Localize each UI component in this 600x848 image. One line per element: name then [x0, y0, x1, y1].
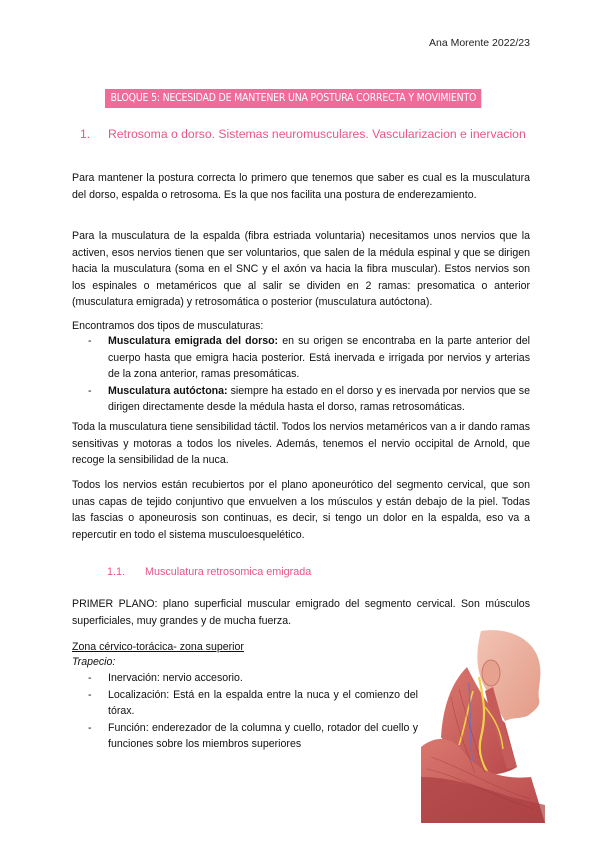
musculature-list	[88, 333, 530, 416]
neck-muscle-anatomy-icon	[421, 627, 545, 823]
list-item	[88, 720, 418, 753]
block-banner: BLOQUE 5: NECESIDAD DE MANTENER UNA POSTURA CORRECTA Y MOVIMIENTO	[105, 89, 482, 108]
zone-title: Zona cérvico-torácica- zona superior	[72, 641, 244, 653]
paragraph-nerves: Para la musculatura de la espalda (fibra estriada voluntaria) necesitamos unos nervios que la activen, esos nervios tienen que ser voluntarios, que salen de la médula espinal y que se dirigen hacia la musculatura (soma en el SNC y el axón va hacia la fibra muscular). Estos nervios son los espinales o metaméricos que al salir se dividen en 2 ramas: presomatica o anterior (musculatura emigrada) y retrosomática o posterior (musculatura autóctona).	[72, 230, 530, 308]
list-dash: -	[88, 688, 92, 701]
author-header: Ana Morente 2022/23	[429, 37, 530, 49]
paragraph-first-plane: PRIMER PLANO: plano superficial muscular emigrado del segmento cervical. Son músculos superficiales, muy grandes y de mucha fuerza.	[72, 598, 530, 627]
list-text: Localización: Está en la espalda entre la nuca y el comienzo del tórax.	[108, 688, 418, 717]
list-dash: -	[88, 672, 92, 684]
section-title: Retrosoma o dorso. Sistemas neuromusculares. Vascularizacion e inervacion	[108, 127, 526, 141]
list-text: siempre ha estado en el dorso y es inervada por nervios que se dirigen directamente desde la médula hasta el dorso, ramas retrosomáticas.	[108, 384, 530, 413]
list-item	[88, 333, 530, 383]
list-item	[88, 383, 530, 416]
list-text: en su origen se encontraba en la parte anterior del cuerpo hasta que emigra hacia posterior. Está inervada e irrigada por nervios y arterias de la zona anterior, ramas presomáticas.	[108, 335, 531, 380]
muscle-name: Trapecio:	[72, 656, 116, 668]
paragraph-types: Encontramos dos tipos de musculaturas:	[72, 320, 264, 332]
paragraph-sensitivity: Toda la musculatura tiene sensibilidad táctil. Todos los nervios metaméricos van a ir dando ramas sensitivas y motoras a todos los niveles. Además, tenemos el nervio occipital de Arnold, que recoge la sensibilidad de la nuca.	[72, 421, 530, 466]
list-dash: -	[88, 335, 92, 347]
list-term: Musculatura emigrada del dorso:	[108, 335, 279, 347]
list-dash: -	[88, 384, 92, 397]
paragraph-intro: Para mantener la postura correcta lo primero que tenemos que saber es cual es la musculatura del dorso, espalda o retrosoma. Es la que nos facilita una postura de enderezamiento.	[72, 172, 530, 201]
paragraph-fascia: Todos los nervios están recubiertos por el plano aponeurótico del segmento cervical, que son unas capas de tejido conjuntivo que envuelven a los músculos y están debajo de la piel. Todas las fascias o aponeurosis son continuas, es decir, si tengo un dolor en la espalda, eso va a repercutir en todo el sistema musculoesquelético.	[72, 479, 530, 541]
list-item	[88, 687, 418, 720]
list-item	[88, 670, 418, 687]
list-text: Función: enderezador de la columna y cuello, rotador del cuello y funciones sobre los miembros superiores	[108, 721, 418, 750]
list-dash: -	[88, 721, 92, 734]
subsection-number: 1.1.	[107, 566, 126, 578]
list-term: Musculatura autóctona:	[108, 384, 228, 397]
section-number: 1.	[80, 127, 91, 141]
list-text: Inervación: nervio accesorio.	[108, 672, 243, 684]
trapecio-list	[88, 670, 418, 753]
subsection-title: Musculatura retrosomica emigrada	[145, 566, 312, 578]
